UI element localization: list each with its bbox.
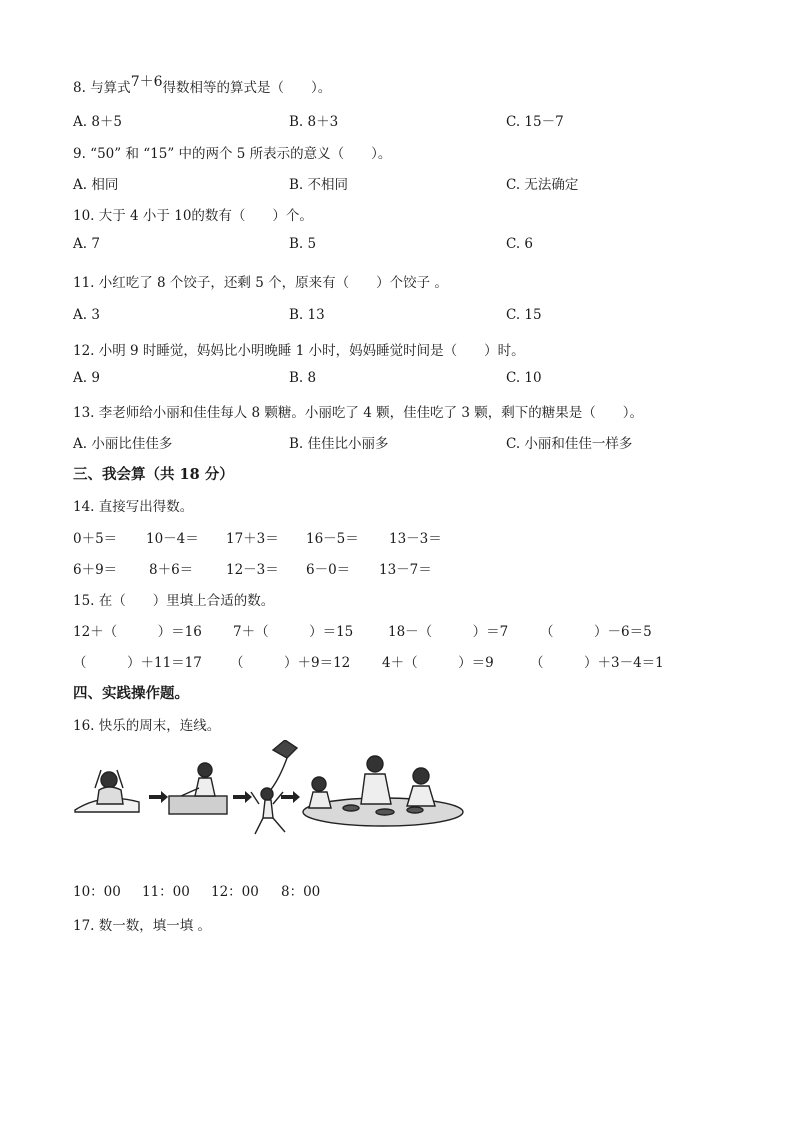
section-heading-4: 四、实践操作题。 <box>73 685 189 702</box>
calc-item: 17＋3＝ <box>226 531 279 547</box>
q13-option-c[interactable]: C. 小丽和佳佳一样多 <box>506 436 633 452</box>
q9-option-b[interactable]: B. 不相同 <box>289 177 349 193</box>
arrow-icon <box>281 791 300 803</box>
q12-option-b[interactable]: B. 8 <box>289 370 317 386</box>
q9-option-a[interactable]: A. 相同 <box>73 177 119 193</box>
question-8: 8. 与算式7＋6得数相等的算式是（ ）。 <box>73 74 332 96</box>
section-heading-3: 三、我会算（共 18 分） <box>73 466 234 483</box>
q11-option-b[interactable]: B. 13 <box>289 307 325 323</box>
calc-item: 10－4＝ <box>146 531 199 547</box>
q13-option-b[interactable]: B. 佳佳比小丽多 <box>289 436 389 452</box>
fill-blank-item[interactable]: 18－（ ）＝7 <box>388 624 509 640</box>
question-12: 12. 小明 9 时睡觉，妈妈比小明晚睡 1 小时，妈妈睡觉时间是（ ）时。 <box>73 343 525 359</box>
q13-option-a[interactable]: A. 小丽比佳佳多 <box>73 436 173 452</box>
kite-flying-picture <box>251 740 297 834</box>
q8-option-b[interactable]: B. 8＋3 <box>289 114 339 130</box>
question-10: 10. 大于 4 小于 10的数有（ ）个。 <box>73 208 313 224</box>
q11-option-c[interactable]: C. 15 <box>506 307 542 323</box>
q12-option-a[interactable]: A. 9 <box>73 370 100 386</box>
calc-item: 13－3＝ <box>389 531 442 547</box>
fill-blank-item[interactable]: （ ）＋3－4＝1 <box>530 655 664 671</box>
question-13: 13. 李老师给小丽和佳佳每人 8 颗糖。小丽吃了 4 颗，佳佳吃了 3 颗，剩下的糖果是（ ）。 <box>73 405 644 421</box>
q10-option-a[interactable]: A. 7 <box>73 236 100 252</box>
q10-option-c[interactable]: C. 6 <box>506 236 534 252</box>
calc-item: 6－0＝ <box>306 562 351 578</box>
arrow-icon <box>233 791 252 803</box>
arrow-icon <box>149 791 168 803</box>
q8-option-a[interactable]: A. 8＋5 <box>73 114 123 130</box>
q10-option-b[interactable]: B. 5 <box>289 236 317 252</box>
q11-option-a[interactable]: A. 3 <box>73 307 100 323</box>
time-label[interactable]: 12：00 <box>211 884 259 900</box>
fill-blank-item[interactable]: 4＋（ ）＝9 <box>382 655 494 671</box>
question-17: 17. 数一数，填一填 。 <box>73 918 212 934</box>
homework-picture <box>169 763 227 814</box>
calc-item: 6＋9＝ <box>73 562 118 578</box>
question-14: 14. 直接写出得数。 <box>73 499 194 515</box>
calc-item: 12－3＝ <box>226 562 279 578</box>
q12-option-c[interactable]: C. 10 <box>506 370 542 386</box>
question-16: 16. 快乐的周末，连线。 <box>73 718 221 734</box>
calc-item: 8＋6＝ <box>149 562 194 578</box>
expression: 7＋6 <box>130 74 163 90</box>
calc-item: 0＋5＝ <box>73 531 118 547</box>
question-11: 11. 小红吃了 8 个饺子，还剩 5 个，原来有（ ）个饺子 。 <box>73 275 448 291</box>
fill-blank-item[interactable]: 7＋（ ）＝15 <box>233 624 354 640</box>
weekend-activity-illustration <box>73 740 465 840</box>
fill-blank-item[interactable]: 12＋（ ）＝16 <box>73 624 202 640</box>
time-label[interactable]: 11：00 <box>142 884 190 900</box>
q9-option-c[interactable]: C. 无法确定 <box>506 177 579 193</box>
calc-item: 16－5＝ <box>306 531 359 547</box>
wake-up-picture <box>75 770 139 812</box>
question-9: 9. “50” 和 “15” 中的两个 5 所表示的意义（ ）。 <box>73 146 392 162</box>
time-label[interactable]: 8：00 <box>281 884 321 900</box>
fill-blank-item[interactable]: （ ）＋9＝12 <box>230 655 351 671</box>
fill-blank-item[interactable]: （ ）＋11＝17 <box>73 655 202 671</box>
calc-item: 13－7＝ <box>379 562 432 578</box>
family-meal-picture <box>303 756 463 826</box>
time-label[interactable]: 10：00 <box>73 884 121 900</box>
fill-blank-item[interactable]: （ ）－6＝5 <box>540 624 652 640</box>
question-15: 15. 在（ ）里填上合适的数。 <box>73 593 275 609</box>
q8-option-c[interactable]: C. 15－7 <box>506 114 564 130</box>
